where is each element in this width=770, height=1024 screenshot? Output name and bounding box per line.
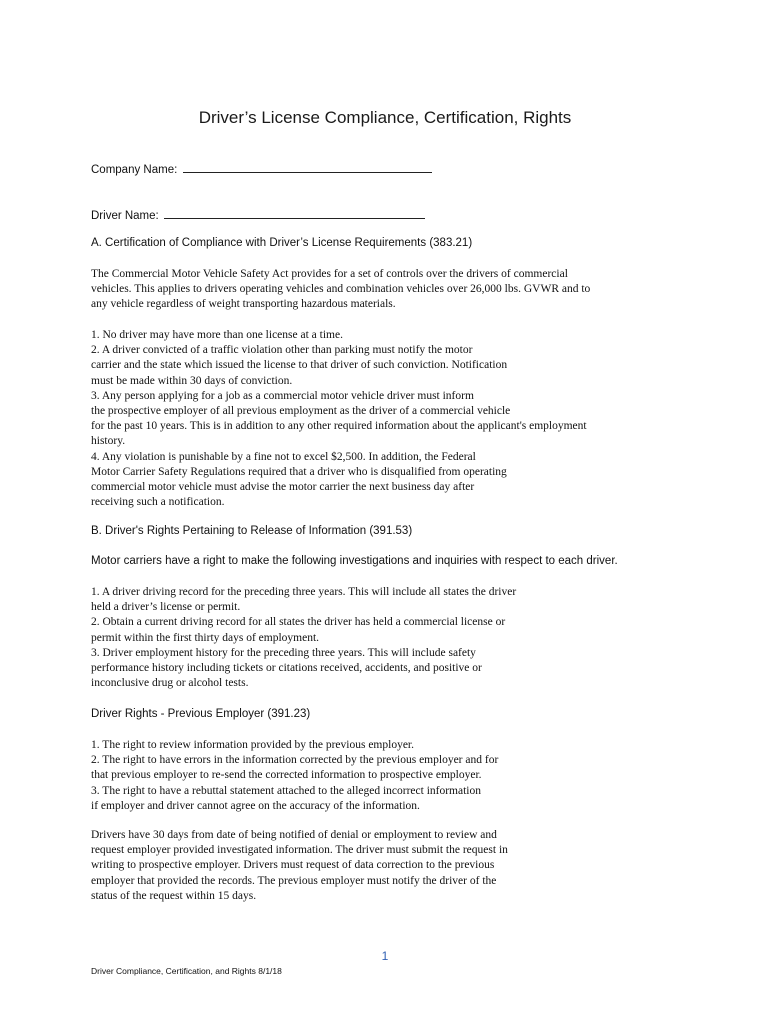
list-item: 3. Any person applying for a job as a commercial motor vehicle driver must inform <box>91 389 474 402</box>
list-item: receiving such a notification. <box>91 496 225 509</box>
list-item: 1. No driver may have more than one license at a time. <box>91 329 343 341</box>
list-item: 2. A driver convicted of a traffic violation other than parking must notify the motor <box>91 344 473 357</box>
list-item: permit within the first thirty days of employment. <box>91 631 320 644</box>
section-b-heading: B. Driver's Rights Pertaining to Release of Information (391.53) <box>91 525 413 537</box>
list-item: the prospective employer of all previous employment as the driver of a commercial vehicle <box>91 405 511 418</box>
list-item: history. <box>91 435 126 448</box>
company-name-blank-line[interactable] <box>183 162 432 173</box>
list-item: 4. Any violation is punishable by a fine not to excel $2,500. In addition, the Federal <box>91 450 476 463</box>
list-item: carrier and the state which issued the license to that driver of such conviction. Notification <box>91 359 508 372</box>
text-line: status of the request within 15 days. <box>91 889 257 902</box>
list-item: for the past 10 years. This is in addition to any other required information about the applicant's employment <box>91 420 587 433</box>
section-a-intro <box>91 267 590 313</box>
section-a-list <box>91 328 587 510</box>
list-item: Motor Carrier Safety Regulations required that a driver who is disqualified from operating <box>91 465 507 478</box>
list-item: 3. The right to have a rebuttal statement attached to the alleged incorrect information <box>91 784 482 797</box>
page-number: 1 <box>381 949 389 963</box>
list-item: held a driver’s license or permit. <box>91 601 241 614</box>
section-c-closing <box>91 828 508 904</box>
text-line: writing to prospective employer. Drivers must request of data correction to the previous <box>91 859 495 872</box>
list-item: commercial motor vehicle must advise the motor carrier the next business day after <box>91 481 475 494</box>
text-line: Drivers have 30 days from date of being notified of denial or employment to review and <box>91 829 497 841</box>
list-item: 1. A driver driving record for the preceding three years. This will include all states the driver <box>91 586 517 598</box>
document-title: Driver’s License Compliance, Certification, Rights <box>198 108 572 127</box>
section-c-list <box>91 738 498 814</box>
company-name-label: Company Name: <box>91 164 178 176</box>
driver-name-field <box>91 208 425 222</box>
company-name-field <box>91 162 432 176</box>
section-b-intro: Motor carriers have a right to make the following investigations and inquiries with respect to each driver. <box>91 555 618 567</box>
list-item: 2. The right to have errors in the information corrected by the previous employer and for <box>91 754 499 767</box>
list-item: must be made within 30 days of conviction. <box>91 374 293 387</box>
list-item: 3. Driver employment history for the preceding three years. This will include safety <box>91 646 476 659</box>
page-footer: Driver Compliance, Certification, and Rights 8/1/18 <box>91 966 282 976</box>
section-c-heading: Driver Rights - Previous Employer (391.23) <box>91 708 311 720</box>
driver-name-blank-line[interactable] <box>164 208 425 219</box>
list-item: inconclusive drug or alcohol tests. <box>91 677 249 690</box>
text-line: employer that provided the records. The previous employer must notify the driver of the <box>91 874 497 887</box>
list-item: if employer and driver cannot agree on the accuracy of the information. <box>91 799 420 812</box>
list-item: 1. The right to review information provided by the previous employer. <box>91 739 414 751</box>
text-line: request employer provided investigated information. The driver must submit the request in <box>91 844 508 857</box>
text-line: The Commercial Motor Vehicle Safety Act provides for a set of controls over the drivers of commercial <box>91 268 568 280</box>
text-line: any vehicle regardless of weight transporting hazardous materials. <box>91 298 396 311</box>
list-item: performance history including tickets or citations received, accidents, and positive or <box>91 662 482 675</box>
text-line: vehicles. This applies to drivers operating vehicles and combination vehicles over 26,000 lbs. GVWR and to <box>91 283 591 296</box>
list-item: that previous employer to re-send the corrected information to prospective employer. <box>91 769 482 782</box>
section-b-list <box>91 585 516 691</box>
section-a-heading: A. Certification of Compliance with Driver’s License Requirements (383.21) <box>91 237 473 249</box>
list-item: 2. Obtain a current driving record for all states the driver has held a commercial license or <box>91 616 506 629</box>
driver-name-label: Driver Name: <box>91 210 159 222</box>
